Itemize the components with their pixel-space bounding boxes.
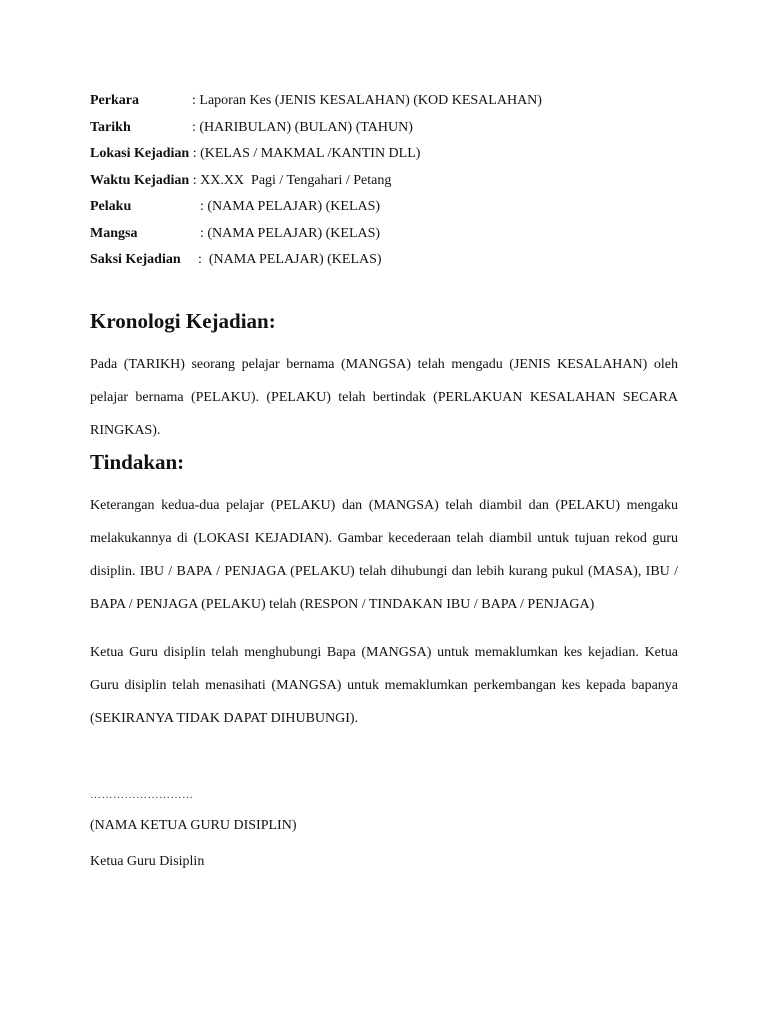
field-saksi-kejadian (90, 249, 678, 276)
tindakan-heading: Tindakan: (90, 449, 185, 474)
kronologi-paragraph: Pada (TARIKH) seorang pelajar bernama (MANGSA) telah mengadu (JENIS KESALAHAN) oleh pelajar bernama (PELAKU). (PELAKU) telah bertindak (PERLAKUAN KESALAHAN SECARA RINGKAS). (90, 356, 678, 438)
signature-block (90, 787, 678, 873)
field-value: : (NAMA PELAJAR) (KELAS) (200, 199, 381, 214)
tindakan-paragraph-1: Keterangan kedua-dua pelajar (PELAKU) dan (MANGSA) telah diambil dan (PELAKU) mengaku melakukannya di (LOKASI KEJADIAN). Gambar kecederaan telah diambil untuk tujuan rekod guru disiplin. IBU / BAPA / PENJAGA (PELAKU) telah dihubungi dan lebih kurang pukul (MASA), IBU / BAPA / PENJAGA (PELAKU) telah (RESPON / TINDAKAN IBU / BAPA / PENJAGA) (90, 497, 678, 612)
case-details (90, 90, 678, 276)
signature-line: ……………………… (90, 788, 194, 801)
field-tarikh (90, 117, 678, 144)
field-pelaku (90, 196, 678, 223)
signatory-title: Ketua Guru Disiplin (90, 853, 205, 869)
field-label: Mangsa (90, 225, 138, 241)
field-label: Perkara (90, 93, 139, 108)
field-value: : (KELAS / MAKMAL /KANTIN DLL) (189, 146, 421, 161)
field-label: Pelaku (90, 199, 132, 214)
field-value: : (HARIBULAN) (BULAN) (TAHUN) (192, 119, 413, 135)
document-page (90, 90, 678, 873)
field-value: : Laporan Kes (JENIS KESALAHAN) (KOD KESALAHAN) (192, 93, 542, 108)
field-waktu-kejadian (90, 170, 678, 197)
field-label: Saksi Kejadian (90, 252, 181, 267)
tindakan-paragraph-2: Ketua Guru disiplin telah menghubungi Bapa (MANGSA) untuk memaklumkan kes kejadian. Ketua Guru disiplin telah menasihati (MANGSA) untuk memaklumkan perkembangan kes kepada bapanya (SEKIRANYA TIDAK DAPAT DIHUBUNGI). (90, 644, 678, 726)
field-lokasi-kejadian (90, 143, 678, 170)
field-mangsa (90, 223, 678, 250)
field-label: Tarikh (90, 119, 131, 135)
field-label: Lokasi Kejadian (90, 146, 190, 161)
field-value: : (NAMA PELAJAR) (KELAS) (200, 225, 381, 241)
field-perkara (90, 90, 678, 117)
kronologi-heading: Kronologi Kejadian: (90, 308, 276, 333)
field-value: : XX.XX Pagi / Tengahari / Petang (189, 172, 392, 188)
field-label: Waktu Kejadian (90, 172, 190, 188)
signatory-name: (NAMA KETUA GURU DISIPLIN) (90, 817, 297, 833)
field-value: : (NAMA PELAJAR) (KELAS) (191, 252, 382, 267)
